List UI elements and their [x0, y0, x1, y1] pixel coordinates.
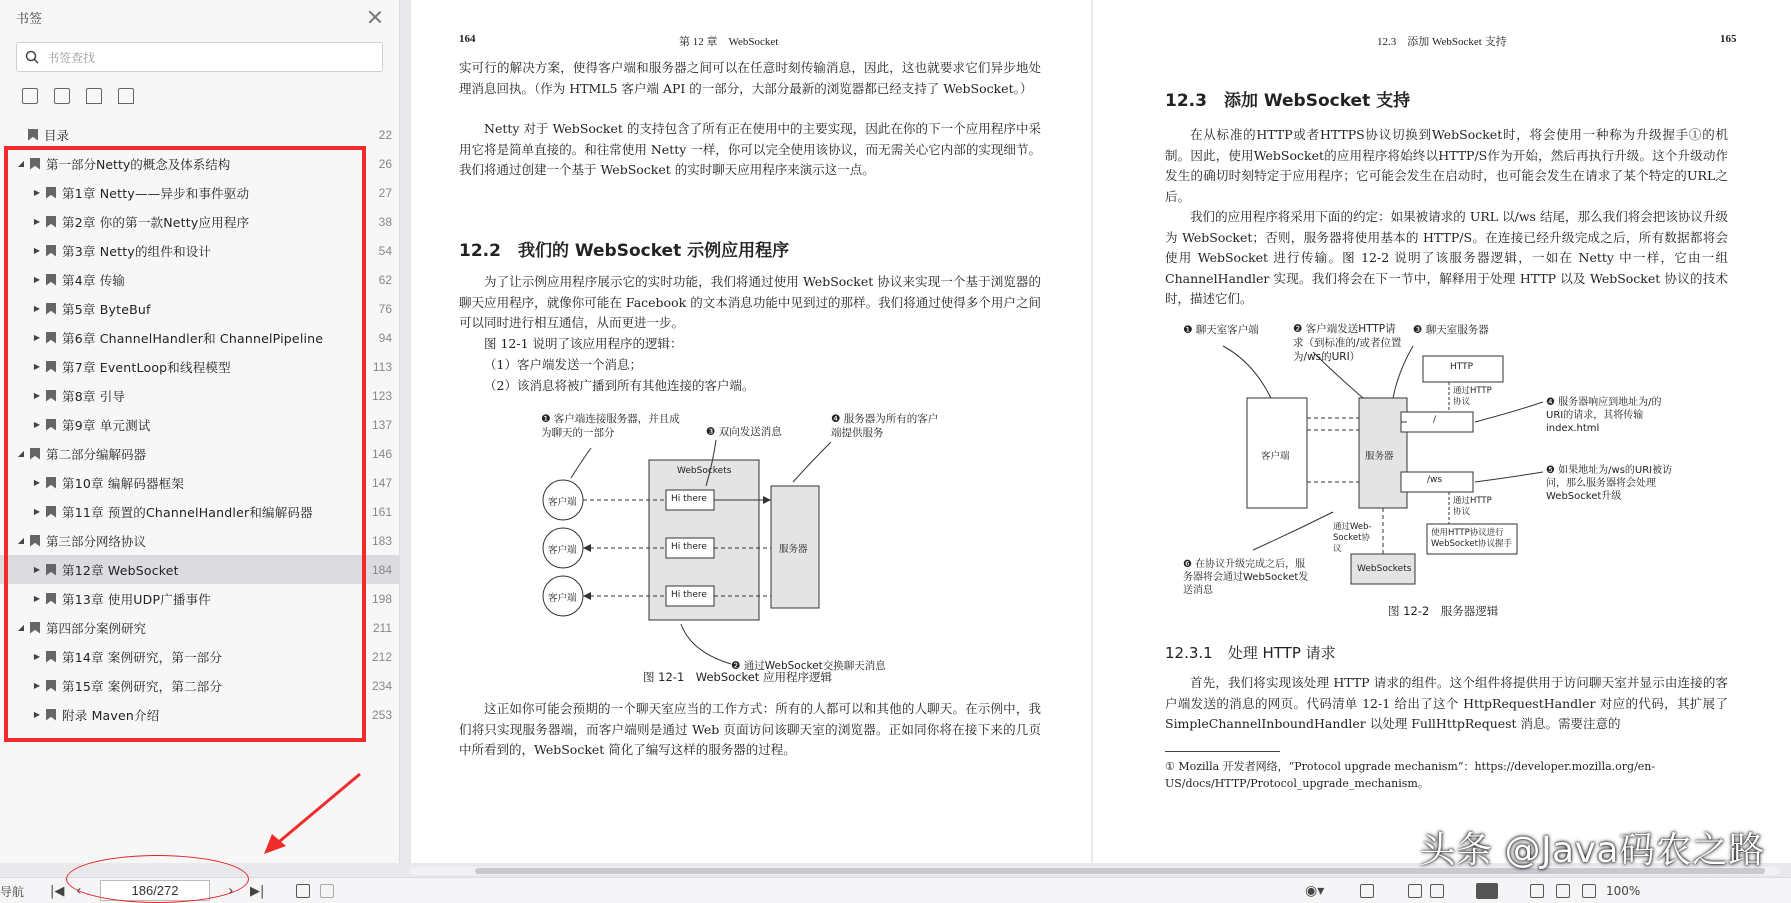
- prev-page-icon[interactable]: ‹: [76, 883, 82, 899]
- page-165: [1093, 0, 1791, 863]
- caret-right-icon[interactable]: ▶: [33, 478, 41, 487]
- sidebar-title: 书签: [16, 11, 43, 27]
- callout-5: ❺ 如果地址为/ws的URI被访问，那么服务器将会处理WebSocket升级: [1546, 465, 1673, 502]
- bookmark-sidebar: [0, 0, 400, 863]
- forward-icon[interactable]: [320, 884, 334, 898]
- subsection-heading: 12.3.1 处理 HTTP 请求: [1165, 644, 1336, 662]
- bookmark-icon: [46, 564, 56, 576]
- http-label: HTTP: [1450, 362, 1474, 372]
- annotation-arrow: [260, 770, 370, 855]
- paragraph: Netty 对于 WebSocket 的支持包含了所有正在使用中的主要实现，因此在你的下一个应用程序中采用它将是简单直接的。和往常使用 Netty 一样，你可以完全使用该协议，而无需关心它内部的实现细节。我们将通过创建一个基于 WebSocket 的实时聊天应用程序来演示这一点。: [459, 121, 1041, 177]
- ws-label: /ws: [1427, 475, 1443, 485]
- caret-right-icon[interactable]: ▶: [33, 391, 41, 400]
- paragraph: 为了让示例应用程序展示它的实时功能，我们将通过使用 WebSocket 协议来实现一个基于浏览器的聊天应用程序，就像你可能在 Facebook 的文本消息功能中见到过的那样。我们将通过使得多个用户之间可以同时进行相互通信，从而更进一步。: [459, 274, 1041, 330]
- caret-right-icon[interactable]: ▶: [33, 246, 41, 255]
- callout-2: ❷ 客户端发送HTTP请求（到标准的/或者位置为/ws的URI）: [1293, 323, 1402, 363]
- search-placeholder: 书签查找: [47, 50, 96, 65]
- page-number: 165: [1720, 33, 1737, 45]
- tree-item[interactable]: ▶ 第7章 EventLoop和线程模型 113: [33, 359, 392, 375]
- tree-item[interactable]: ▶ 第8章 引导 123: [33, 388, 392, 404]
- caret-down-icon[interactable]: ◢: [17, 159, 25, 168]
- section-heading: 12.3 添加 WebSocket 支持: [1165, 91, 1411, 111]
- tree-item[interactable]: ▶ 第2章 你的第一款Netty应用程序 38: [33, 214, 392, 230]
- crop-icon[interactable]: [1556, 884, 1570, 898]
- client-label: 客户端: [1261, 451, 1290, 462]
- paragraph: 这正如你可能会预期的一个聊天室应当的工作方式：所有的人都可以和其他的人聊天。在示例中，我们将只实现服务器端，而客户端则是通过 Web 页面访问该聊天室的浏览器。正如同你将在接下来的几页中所看到的，WebSocket 简化了编写这样的服务器的过程。: [459, 701, 1041, 757]
- tree-item[interactable]: ▶ 第10章 编解码器框架 147: [33, 475, 392, 491]
- paragraph: 首先，我们将实现该处理 HTTP 请求的组件。这个组件将提供用于访问聊天室并显示由连接的客户端发送的消息的网页。代码清单 12-1 给出了这个 HttpRequestHandler 对应的代码，其扩展了 SimpleChannelInboundHandler 以处理 FullHttpRequest 消息。需要注意的: [1165, 675, 1728, 731]
- tree-item[interactable]: 目录 22: [0, 120, 400, 149]
- bookmark-icon: [30, 158, 40, 170]
- play-icon[interactable]: [1476, 883, 1498, 899]
- footnote: ① Mozilla 开发者网络，“Protocol upgrade mechanism”：https://developer.mozilla.org/en-US/docs/HTTP/Protocol_upgrade_mechanism。: [1165, 760, 1656, 790]
- bookmark-icon: [46, 593, 56, 605]
- caret-right-icon[interactable]: ▶: [33, 652, 41, 661]
- figure-diagram: [1183, 322, 1683, 597]
- tree-item[interactable]: ▶ 第6章 ChannelHandler和 ChannelPipeline 94: [33, 330, 392, 346]
- add-bookmark-icon[interactable]: [86, 88, 102, 104]
- first-page-icon[interactable]: |◀: [50, 883, 65, 899]
- bookmark-icon: [30, 448, 40, 460]
- caret-right-icon[interactable]: ▶: [33, 304, 41, 313]
- footnote-rule: [1165, 751, 1280, 752]
- websockets-label: WebSockets: [677, 466, 732, 476]
- sidebar-toolbar: [0, 72, 399, 114]
- client-label: 客户端: [548, 593, 577, 604]
- next-page-icon[interactable]: ›: [228, 883, 234, 899]
- bookmark-icon: [30, 622, 40, 634]
- tree-item[interactable]: ◢ 第四部分案例研究 211: [17, 620, 392, 636]
- caret-down-icon[interactable]: ◢: [17, 536, 25, 545]
- bottom-toolbar: [0, 877, 1791, 903]
- rotate-icon[interactable]: [1582, 884, 1596, 898]
- caret-right-icon[interactable]: ▶: [33, 275, 41, 284]
- bookmark-icon: [46, 477, 56, 489]
- two-page-icon[interactable]: [1430, 884, 1444, 898]
- single-page-icon[interactable]: [1360, 884, 1374, 898]
- figure-caption: 图 12-1 WebSocket 应用程序逻辑: [643, 670, 832, 684]
- bookmark-icon[interactable]: [118, 88, 134, 104]
- tree-item[interactable]: ▶ 第1章 Netty——异步和事件驱动 27: [33, 185, 392, 201]
- caret-right-icon[interactable]: ▶: [33, 217, 41, 226]
- client-label: 客户端: [548, 545, 577, 556]
- bookmark-tree: [0, 120, 400, 729]
- bookmark-icon: [46, 680, 56, 692]
- via-websocket-label: 通过Web-Socket协议: [1333, 522, 1372, 554]
- message-label: Hi there: [671, 494, 707, 504]
- via-http-label: 通过HTTP协议: [1453, 496, 1492, 517]
- figure-caption: 图 12-2 服务器逻辑: [1388, 604, 1499, 618]
- fit-width-icon[interactable]: [1530, 884, 1544, 898]
- bookmark-icon: [46, 187, 56, 199]
- expand-all-icon[interactable]: [22, 88, 38, 104]
- message-label: Hi there: [671, 590, 707, 600]
- bookmark-icon: [46, 245, 56, 257]
- running-head: 第 12 章 WebSocket: [679, 36, 779, 48]
- page-164: [411, 0, 1091, 863]
- tree-item[interactable]: ▶ 第15章 案例研究，第二部分 234: [33, 678, 392, 694]
- page-number-input[interactable]: 186/272: [100, 880, 210, 901]
- caret-right-icon[interactable]: ▶: [33, 362, 41, 371]
- caret-right-icon[interactable]: ▶: [33, 594, 41, 603]
- callout-2: ❷ 通过WebSocket交换聊天消息: [731, 660, 886, 672]
- zoom-level[interactable]: 100%: [1606, 884, 1641, 898]
- continuous-page-icon[interactable]: [1408, 884, 1422, 898]
- caret-down-icon[interactable]: ◢: [17, 623, 25, 632]
- bookmark-icon: [30, 535, 40, 547]
- tree-item[interactable]: ▶ 第14章 案例研究，第一部分 212: [33, 649, 392, 665]
- tree-item[interactable]: ◢ 第二部分编解码器 146: [17, 446, 392, 462]
- bookmark-icon: [28, 129, 38, 141]
- bookmark-search-input[interactable]: [16, 42, 383, 72]
- page-number: 164: [459, 33, 476, 45]
- paragraph: 实可行的解决方案，使得客户端和服务器之间可以在任意时刻传输消息，因此，这也就要求它们异步地处理消息回执。（作为 HTML5 客户端 API 的一部分，大部分最新的浏览器都已经支持了 WebSocket。）: [459, 60, 1041, 96]
- list-item: （2）该消息将被广播到所有其他连接的客户端。: [484, 378, 755, 393]
- tree-item[interactable]: ▶ 第11章 预置的ChannelHandler和编解码器 161: [33, 504, 392, 520]
- close-icon[interactable]: [367, 9, 383, 25]
- caret-right-icon[interactable]: ▶: [33, 710, 41, 719]
- tree-item[interactable]: ◢ 第三部分网络协议 183: [17, 533, 392, 549]
- nav-label[interactable]: 导航: [0, 884, 25, 899]
- tree-item[interactable]: ▶ 第4章 传输 62: [33, 272, 392, 288]
- tree-item[interactable]: ▶ 附录 Maven介绍 253: [33, 707, 392, 723]
- bookmark-icon: [46, 651, 56, 663]
- figure-12-2: [1183, 322, 1683, 597]
- server-label: 服务器: [1365, 451, 1394, 462]
- websockets-label: WebSockets: [1357, 564, 1412, 574]
- callout-1: ❶ 客户端连接服务器，并且成为聊天的一部分: [541, 413, 680, 439]
- tree-item[interactable]: ◢ 第一部分Netty的概念及体系结构 26: [17, 156, 392, 172]
- watermark: 头条 @Java码农之路: [1419, 830, 1765, 871]
- document-viewer[interactable]: [401, 0, 1791, 863]
- last-page-icon[interactable]: ▶|: [250, 883, 265, 899]
- running-head: 12.3 添加 WebSocket 支持: [1377, 36, 1507, 48]
- figure-diagram: [531, 412, 951, 682]
- figure-12-1: [531, 412, 951, 682]
- callout-3: ❸ 双向发送消息: [706, 426, 782, 438]
- sidebar-header: [0, 0, 399, 34]
- tree-item[interactable]: ▶ 第3章 Netty的组件和设计 54: [33, 243, 392, 259]
- via-http-label: 通过HTTP协议: [1453, 386, 1492, 407]
- tree-item-selected[interactable]: ▶ 第12章 WebSocket 184: [0, 555, 400, 584]
- slash-label: /: [1433, 415, 1437, 425]
- caret-right-icon[interactable]: ▶: [33, 681, 41, 690]
- bookmark-icon: [46, 709, 56, 721]
- bookmark-icon: [46, 216, 56, 228]
- server-label: 服务器: [779, 544, 808, 555]
- caret-right-icon[interactable]: ▶: [33, 333, 41, 342]
- tree-item[interactable]: ▶ 第5章 ByteBuf 76: [33, 301, 392, 317]
- bookmark-icon: [46, 303, 56, 315]
- search-icon: [25, 50, 39, 64]
- callout-6: ❻ 在协议升级完成之后，服务器将会通过WebSocket发送消息: [1183, 559, 1309, 596]
- callout-3: ❸ 聊天室服务器: [1413, 324, 1489, 336]
- caret-right-icon[interactable]: ▶: [33, 565, 41, 574]
- handshake-label: 使用HTTP协议进行WebSocket协议握手: [1431, 528, 1512, 549]
- list-item: （1）客户端发送一个消息；: [484, 357, 642, 372]
- callout-4: ❹ 服务器为所有的客户端提供服务: [831, 413, 939, 439]
- tree-item[interactable]: ▶ 第9章 单元测试 137: [33, 417, 392, 433]
- bookmark-icon: [46, 274, 56, 286]
- back-icon[interactable]: [296, 884, 310, 898]
- message-label: Hi there: [671, 542, 707, 552]
- bookmark-icon: [46, 419, 56, 431]
- paragraph: 在从标准的HTTP或者HTTPS协议切换到WebSocket时，将会使用一种称为升级握手①的机制。因此，使用WebSocket的应用程序将始终以HTTP/S作为开始，然后再执行升级。这个升级动作发生的确切时刻特定于应用程序；它可能会发生在启动时，也可能会发生在请求了某个特定的URL之后。: [1165, 127, 1728, 204]
- paragraph: 图 12-1 说明了该应用程序的逻辑：: [484, 336, 683, 351]
- paragraph: 我们的应用程序将采用下面的约定：如果被请求的 URL 以/ws 结尾，那么我们将会把该协议升级为 WebSocket；否则，服务器将使用基本的 HTTP/S。在连接已经升级完成之后，所有数据都将会使用 WebSocket 进行传输。图 12-2 说明了该服务器逻辑，一如在 Netty 中一样，它由一组 ChannelHandler 实现。我们将会在下一节中，解释用于处理 HTTP 以及 WebSocket 协议的技术时，描述它们。: [1165, 209, 1728, 306]
- eye-icon[interactable]: ◉▾: [1305, 883, 1325, 899]
- callout-4: ❹ 服务器响应到地址为/的URI的请求，其将传输index.html: [1546, 397, 1662, 434]
- callout-1: ❶ 聊天室客户端: [1183, 324, 1259, 336]
- caret-right-icon[interactable]: ▶: [33, 420, 41, 429]
- bookmark-icon: [46, 506, 56, 518]
- section-heading: 12.2 我们的 WebSocket 示例应用程序: [459, 241, 790, 261]
- bookmark-icon: [46, 390, 56, 402]
- caret-down-icon[interactable]: ◢: [17, 449, 25, 458]
- collapse-all-icon[interactable]: [54, 88, 70, 104]
- bookmark-icon: [46, 332, 56, 344]
- bookmark-icon: [46, 361, 56, 373]
- caret-right-icon[interactable]: ▶: [33, 507, 41, 516]
- client-label: 客户端: [548, 497, 577, 508]
- caret-right-icon[interactable]: ▶: [33, 188, 41, 197]
- tree-item[interactable]: ▶ 第13章 使用UDP广播事件 198: [33, 591, 392, 607]
